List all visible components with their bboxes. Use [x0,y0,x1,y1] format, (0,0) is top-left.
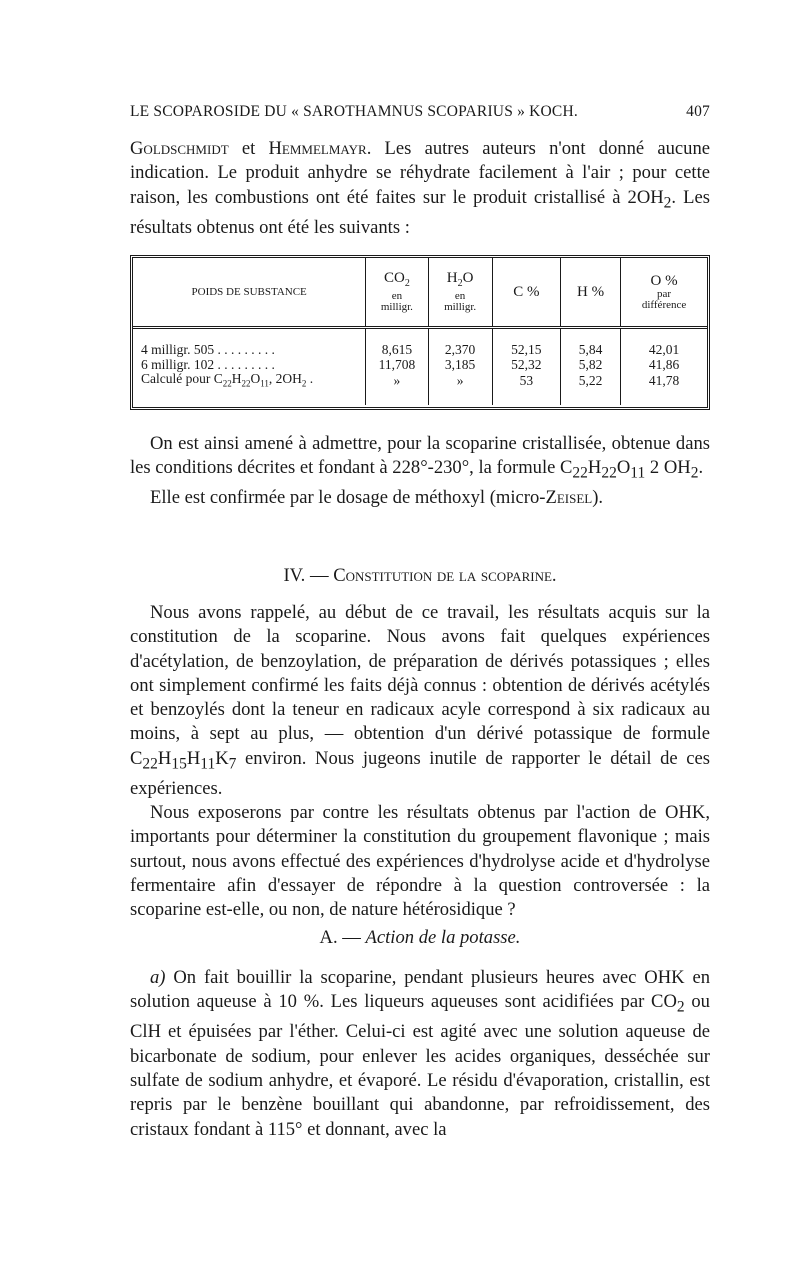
paragraph-ohk: Nous exposerons par contre les résultats obtenus par l'action de OHK, importants pour déterminer la constitution du groupement flavonique ; mais surtout, nous avons effectué des expériences d'hydrolyse acide et d'hydrolyse fermentaire afin d'essayer de répondre à la question controversée : la scoparine est-elle, ou non, de nature hétérosidique ? [130,802,710,921]
col-header-h-percent: H % [560,258,620,328]
col-header-co2: $CO_2$ en milligr. [366,258,428,328]
section-heading-iv: IV. — Constitution de la scoparine. [283,565,557,586]
paragraph-constitution: Nous avons rappelé, au début de ce travail, les résultats acquis sur la constitution de la scoparine. Nous avons fait quelques expériences d'acétylation, de benzoylation, de préparation de dérivés potassiques ; elles ont simplement confirmé les faits déjà connus : obtention de dérivés acétylés et benzoylés dont la teneur en radicaux acyle correspond à six radicaux au moins, à sept au plus, — obtention d'un dérivé potassique de formule $C_{22}H_{15}H_{11}K_7$ environ. Nous jugeons inutile de rapporter le détail de ces expériences. Nous exposerons par contre les résultats obtenus par l'action de OHK, importants pour déterminer la constitution du groupement flavonique ; mais surtout, nous avons effectué des expériences d'hydrolyse acide et d'hydrolyse fermentaire afin d'essayer de répondre à la question controversée : la scoparine est-elle, ou non, de nature hétérosidique ? [130,601,710,923]
section-heading-a: A. — Action de la potasse. [319,927,521,948]
col-header-h2o: $H_2O$ en milligr. [428,258,492,328]
table-row-calculated: Calculé pour $C_{22}H_{22}O_{11}$, $2OH_2$ . » » 53 5,22 41,78 [133,372,707,405]
running-title: LE SCOPAROSIDE DU « SAROTHAMNUS SCOPARIUS » KOCH. [130,103,578,120]
paragraph-methoxyl: Elle est confirmée par le dosage de méthoxyl (micro-Zeisel). [150,487,604,509]
table-header-row [133,258,707,328]
page-number: 407 [686,103,710,120]
author-goldschmidt: Goldschmidt [130,138,229,159]
author-hemmelmayr: Hemmelmayr [268,138,367,159]
paragraph-formula: On est ainsi amené à admettre, pour la scoparine cristallisée, obtenue dans les conditions décrites et fondant à 228°-230°, la formule $C_{22}H_{22}O_{11}$ 2 $OH_2$. Elle est confirmée par le dosage de méthoxyl (micro-Zeisel). [130,432,710,511]
col-header-c-percent: C % [492,258,560,328]
combustion-table [130,255,710,410]
intro-paragraph: Goldschmidt et Hemmelmayr. Les autres auteurs n'ont donné aucune indication. Le produit anhydre se réhydrate facilement à l'air ; pour cette raison, les combustions ont été faites sur le produit cristallisé à $2OH_2$. Les résultats obtenus ont été les suivants : [130,138,710,238]
col-header-o-percent: O % par différence [621,258,707,328]
table-row: 4 milligr. 505 . . . . . . . . . 8,615 2,370 52,15 5,84 42,01 [133,328,707,358]
running-header [130,103,710,121]
paragraph-potasse: a) On fait bouillir la scoparine, pendant plusieurs heures avec OHK en solution aqueuse à 10 %. Les liqueurs aqueuses sont acidifiées par $CO_2$ ou ClH et épuisées par l'éther. Celui-ci est agité avec une solution aqueuse de bicarbonate de sodium, pour enlever les acides organiques, desséchée sur sulfate de sodium anhydre, et évaporé. Le résidu d'évaporation, cristallin, est repris par le benzène bouillant qui abandonne, par refroidissement, des cristaux fondant à 115° et donnant, avec la [130,967,710,1140]
col-header-substance: POIDS DE SUBSTANCE [191,286,307,298]
table-row: 6 milligr. 102 . . . . . . . . . 11,708 3,185 52,32 5,82 41,86 [133,358,707,373]
